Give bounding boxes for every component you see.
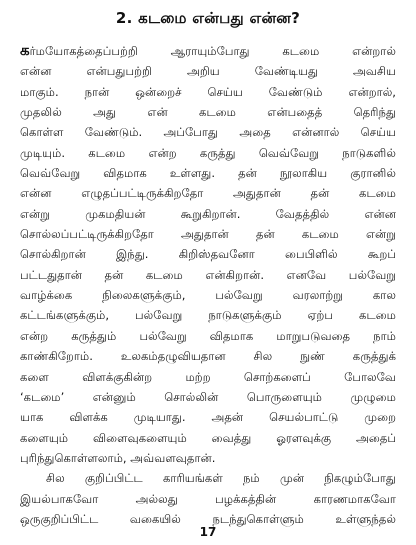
- body-text: [20, 40, 396, 529]
- paragraph-1: [20, 40, 396, 468]
- text-line: வாழ்க்கை நிலைகளுக்கும், பல்வேறு வரலாற்று கால: [20, 288, 396, 303]
- text-line: யாக விளக்க முடியாது. அதன் செயல்பாட்டு முறை: [20, 410, 396, 425]
- text-line: களை விளக்குகின்ற மற்ற சொற்களைப் போலவே: [20, 369, 396, 384]
- text-line: என்று முகமதியன் கூறுகிறான். வேதத்தில் என்ன: [20, 206, 396, 221]
- drop-cap: க: [20, 41, 30, 59]
- text-line: சொல்கிறான் இந்து. கிறிஸ்தவனோ பைபிளில் கூறப்: [20, 247, 396, 262]
- text-line: கொள்ள வேண்டும். அப்போது அதை என்னால் செய்ய: [20, 125, 396, 140]
- text-line: காண்கிறோம். உலகம்தழுவியதான சில நுண் கருத்துக்: [20, 349, 396, 364]
- text-line-content: ர்மயோகத்தைப்பற்றி ஆராயும்போது கடமை என்றால்: [29, 44, 396, 58]
- paragraph-2: [20, 468, 396, 529]
- text-line: சொல்லப்பட்டிருக்கிறதோ அதுதான் தன் கடமை என்று: [20, 227, 396, 242]
- text-line: சில குறிப்பிட்ட காரியங்கள் நம் முன் நிகழும்போது: [46, 471, 396, 486]
- text-line: ‘கடமை’ என்னும் சொல்லின் பொருளையும் முழுமை: [20, 389, 396, 404]
- text-line: என்ன எழுதப்பட்டிருக்கிறதோ அதுதான் தன் கடமை: [20, 186, 396, 201]
- chapter-title: 2. கடமை என்பது என்ன?: [115, 9, 301, 27]
- text-line: என்ற கருத்தும் பல்வேறு விதமாக மாறுபடுவதை நாம்: [20, 328, 396, 343]
- text-line: பட்டதுதான் தன் கடமை என்கிறான். எனவே பல்வேறு: [20, 267, 396, 282]
- text-line: கட்டங்களுக்கும், பல்வேறு நாடுகளுக்கும் ஏற்ப கடமை: [20, 308, 396, 323]
- text-line: இயல்பாகவோ அல்லது பழக்கத்தின் காரணமாகவோ: [20, 491, 396, 506]
- text-line: முடியும். கடமை என்ற கருத்து வெவ்வேறு நாடுகளில்: [20, 145, 396, 160]
- text-line: முதலில் அது என் கடமை என்பதைத் தெரிந்து: [20, 105, 396, 120]
- text-line: புரிந்துகொள்ளலாம், அவ்வளவுதான்.: [20, 450, 216, 465]
- text-line: வெவ்வேறு விதமாக உள்ளது. தன் நூலாகிய குரானில்: [20, 166, 396, 181]
- text-line: [20, 40, 396, 61]
- text-line: என்ன என்பதுபற்றி அறிய வேண்டியது அவசிய: [20, 64, 396, 79]
- text-line: களையும் விளைவுகளையும் வைத்து ஓரளவுக்கு அதைப்: [20, 430, 396, 445]
- text-line: மாகும். நான் ஒன்றைச் செய்ய வேண்டும் என்றால்,: [20, 84, 396, 99]
- page-number: 17: [199, 525, 217, 539]
- text-line: ஒருகுறிப்பிட்ட வகையில் நடந்துகொள்ளும் உள்ளுந்தல்: [20, 511, 396, 526]
